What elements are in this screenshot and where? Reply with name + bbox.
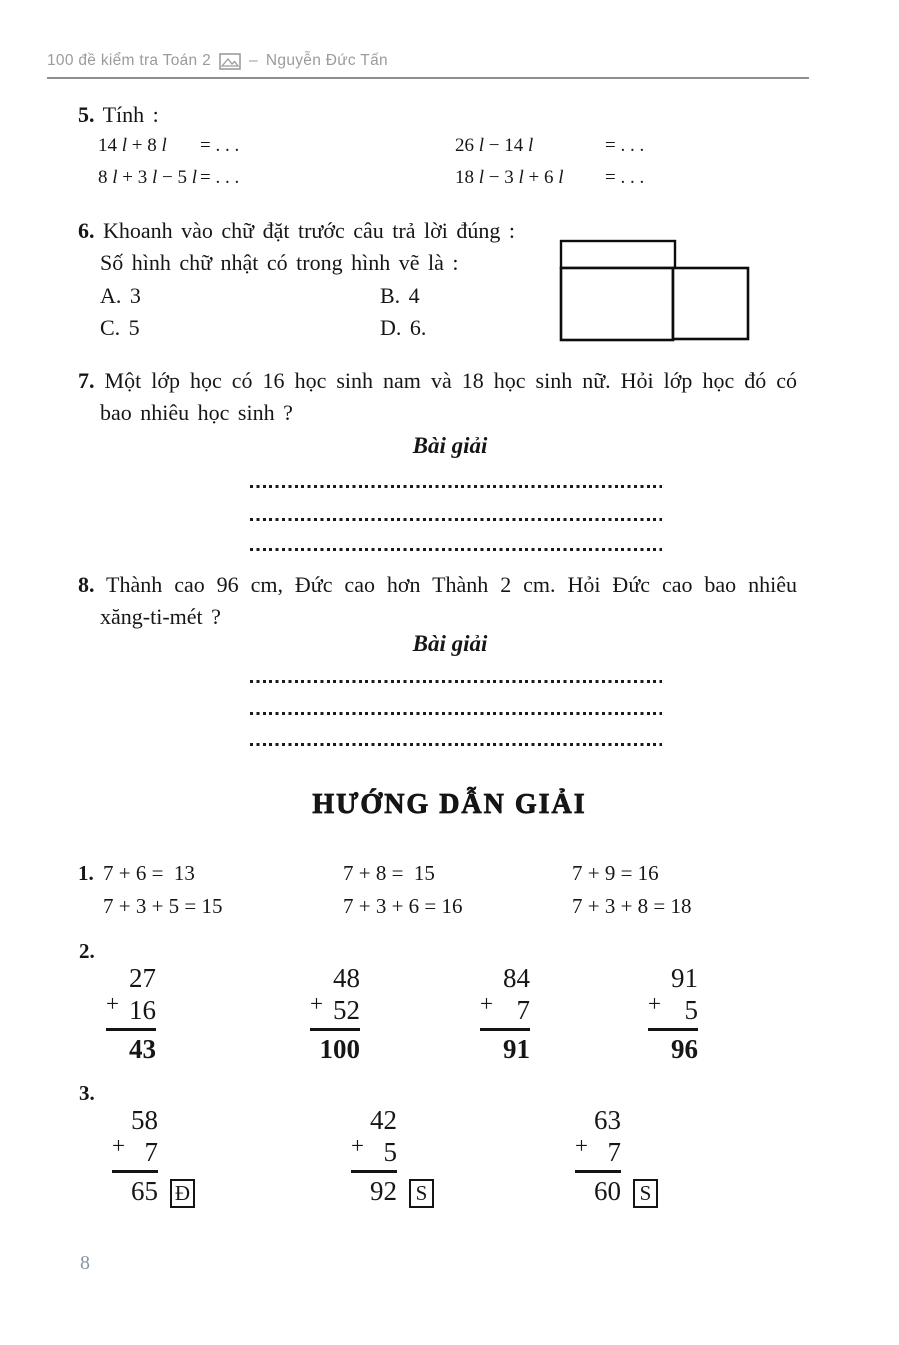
q5-answer-blank: = . . . [605,167,645,188]
question-7-text: Một lớp học có 16 học sinh nam và 18 học sinh nữ. Hỏi lớp học đó có [104,368,798,393]
page-number: 8 [80,1252,90,1274]
header-dash: – [249,52,258,69]
sum-result: 43 [129,1033,156,1064]
addend-bottom: 52 [333,995,360,1025]
q5-expression: 14 l + 8 l [98,135,167,156]
addend-bottom: 5 [383,1137,397,1167]
q5-answer-blank: = . . . [200,167,240,188]
plus-sign: + [575,1133,588,1158]
addend-bottom: 5 [684,995,698,1025]
sum-result: 96 [671,1033,698,1064]
addition-problem [310,962,360,1065]
addend-bottom: 7 [607,1137,621,1167]
addition-problem [480,962,530,1065]
q8-answer-dotted-line [250,680,662,683]
q7-answer-dotted-line [250,485,662,488]
plus-sign: + [106,991,119,1016]
q5-expression: 26 l − 14 l [455,135,534,156]
question-7-number: 7. [78,368,95,393]
true-false-mark: S [409,1179,434,1208]
addend-top: 27 [129,963,156,993]
question-8-line1 [78,570,797,600]
question-6-text: Khoanh vào chữ đặt trước câu trả lời đúng : [103,218,515,243]
addend-top: 48 [333,963,360,993]
q8-solution-heading: Bài giải [412,631,488,656]
answers-section-heading: HƯỚNG DẪN GIẢI [312,789,587,820]
header-title: 100 đề kiểm tra Toán 2 [47,52,211,69]
solution-1-eq: 7 + 8 = 15 [343,861,435,885]
addend-top: 84 [503,963,530,993]
question-6-title [78,216,515,246]
addition-problem [351,1104,428,1207]
picture-icon [219,53,241,70]
q6-option-d: D. 6. [380,315,427,340]
q5-answer-blank: = . . . [605,135,645,156]
q7-answer-dotted-line [250,518,662,521]
addition-problem [575,1104,652,1207]
question-6-subtext: Số hình chữ nhật có trong hình vẽ là : [100,250,459,275]
question-8-text: Thành cao 96 cm, Đức cao hơn Thành 2 cm. Hỏi Đức cao bao nhiêu [106,572,797,597]
sum-result: 91 [503,1033,530,1064]
question-5-label: Tính : [102,102,159,127]
page-header [47,52,388,70]
q5-row2-left [98,163,239,193]
header-rule [47,77,809,79]
plus-sign: + [480,991,493,1016]
question-5-title [78,100,159,130]
plus-sign: + [648,991,661,1016]
q5-expression: 18 l − 3 l + 6 l [455,167,564,188]
addend-bottom: 7 [144,1137,158,1167]
addition-problem [106,962,156,1065]
solution-1-eq: 7 + 3 + 5 = 15 [103,894,223,918]
solution-3-number: 3. [79,1081,95,1105]
sum-result: 65 [131,1175,158,1206]
sum-rule [648,1028,698,1031]
sum-result-row [112,1175,191,1207]
question-8-number: 8. [78,572,95,597]
q5-expression: 8 l + 3 l − 5 l [98,167,198,188]
addend-top: 58 [131,1105,158,1135]
q6-option-c: C. 5 [100,315,140,340]
q5-row1-right [455,131,644,161]
q6-option-b: B. 4 [380,283,420,308]
solution-1-eq: 7 + 9 = 16 [572,861,659,885]
q8-answer-dotted-line [250,712,662,715]
q8-answer-dotted-line [250,743,662,746]
solution-1-eq: 7 + 6 = 13 [103,861,195,885]
question-7-line2: bao nhiêu học sinh ? [100,400,293,425]
sum-rule [310,1028,360,1031]
sum-result: 60 [594,1175,621,1206]
rectangles-figure [559,239,751,348]
addition-problem [112,1104,191,1207]
addend-bottom: 16 [129,995,156,1025]
header-author: Nguyễn Đức Tấn [265,52,388,69]
solution-1-eq: 7 + 3 + 6 = 16 [343,894,463,918]
question-5-number: 5. [78,102,95,127]
solution-1-number: 1. [78,861,94,885]
sum-result-row [351,1175,428,1207]
q7-solution-heading: Bài giải [412,433,488,458]
q5-answer-blank: = . . . [200,135,240,156]
addend-top: 63 [594,1105,621,1135]
sum-result-row [575,1175,652,1207]
true-false-mark: S [633,1179,658,1208]
plus-sign: + [112,1133,125,1158]
sum-rule [480,1028,530,1031]
solution-1-eq: 7 + 3 + 8 = 18 [572,894,692,918]
addend-top: 91 [671,963,698,993]
q5-row1-left [98,131,239,161]
addend-bottom: 7 [516,995,530,1025]
question-6-number: 6. [78,218,95,243]
sum-result: 100 [319,1033,360,1064]
q6-option-a: A. 3 [100,283,141,308]
addition-problem [648,962,698,1065]
question-7-line1 [78,366,797,396]
question-8-line2: xăng-ti-mét ? [100,604,221,629]
sum-rule [351,1170,397,1173]
solution-2-number: 2. [79,939,95,963]
sum-result: 92 [370,1175,397,1206]
true-false-mark: Đ [170,1179,195,1208]
sum-rule [112,1170,158,1173]
plus-sign: + [310,991,323,1016]
q5-row2-right [455,163,644,193]
addend-top: 42 [370,1105,397,1135]
sum-rule [575,1170,621,1173]
q7-answer-dotted-line [250,548,662,551]
plus-sign: + [351,1133,364,1158]
sum-rule [106,1028,156,1031]
